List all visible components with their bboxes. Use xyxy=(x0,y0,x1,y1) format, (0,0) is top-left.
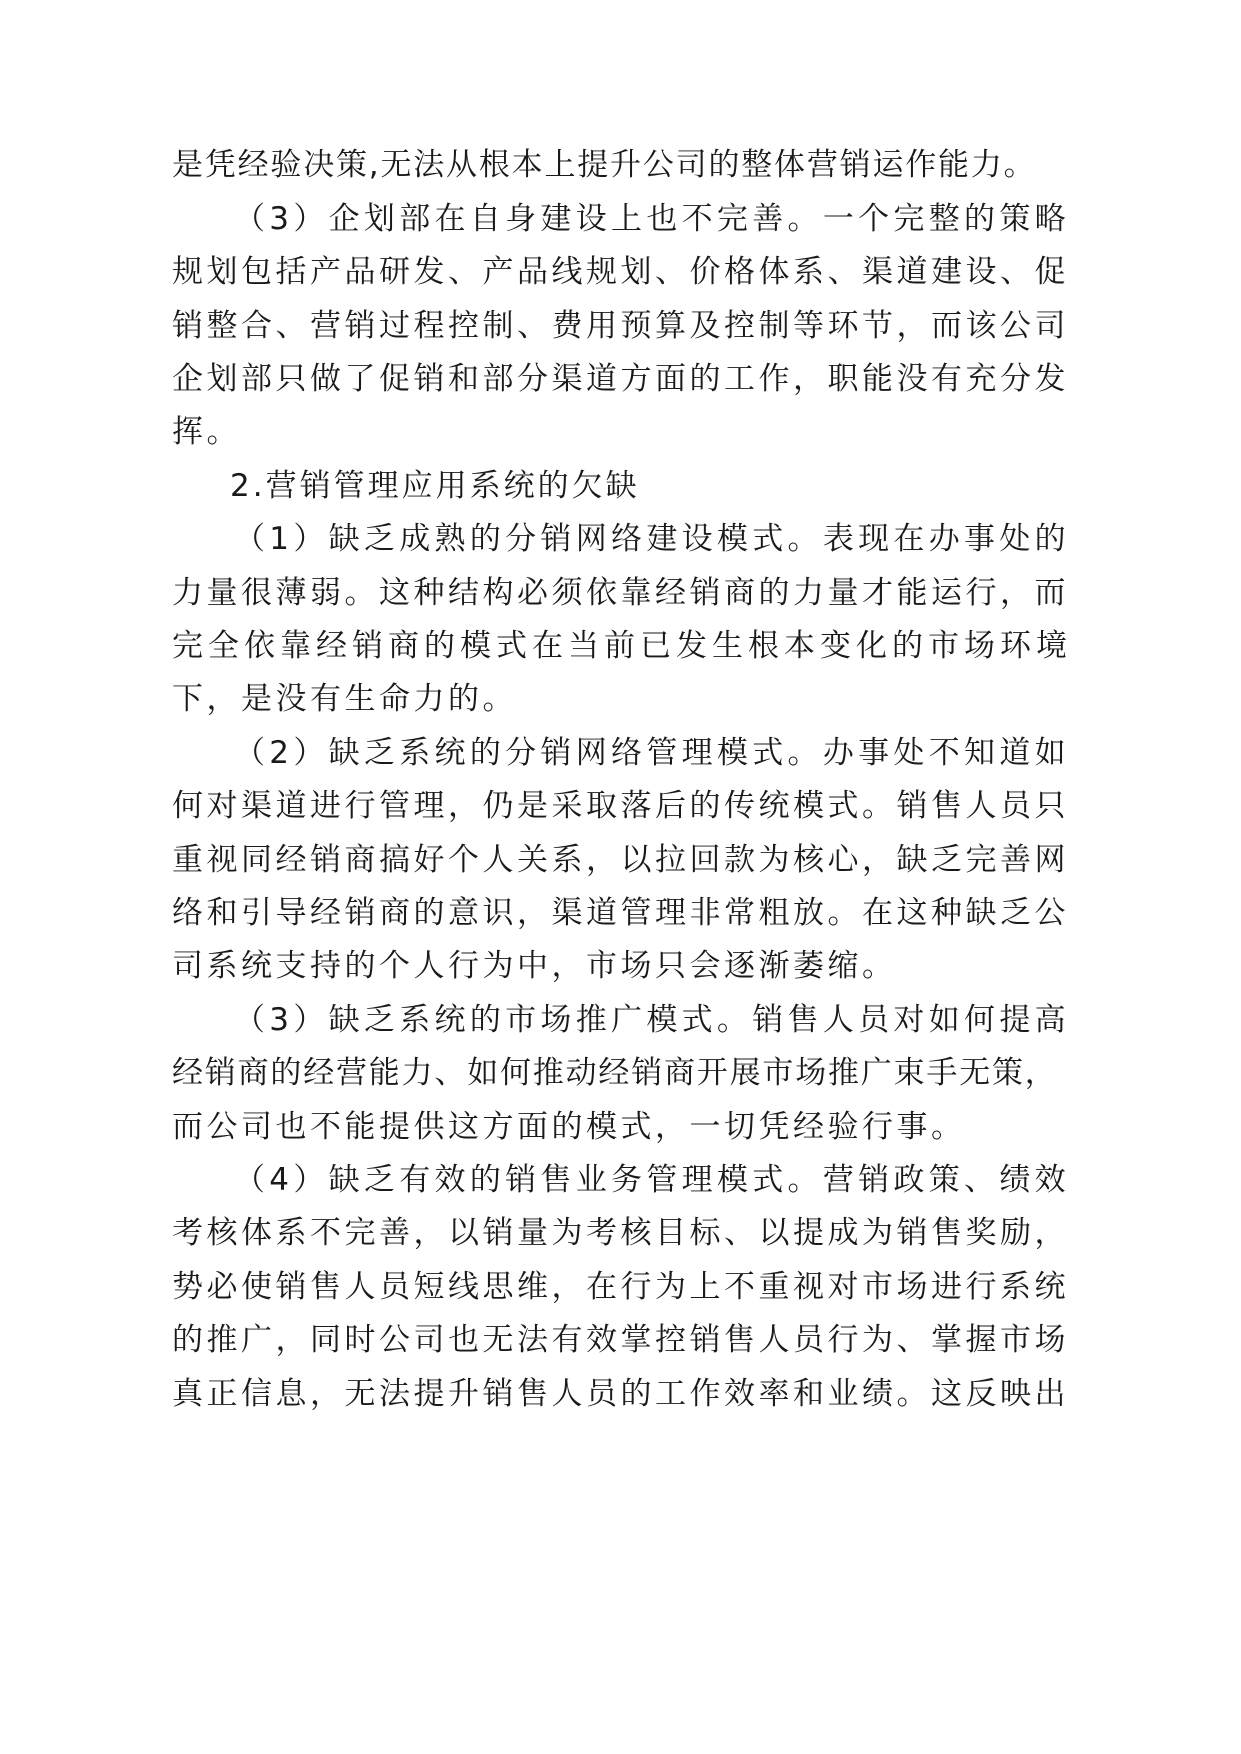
text-line: 真正信息，无法提升销售人员的工作效率和业绩。这反映出 xyxy=(172,1376,1069,1412)
text-line: 考核体系不完善，以销量为考核目标、以提成为销售奖励， xyxy=(172,1215,1069,1251)
text-line: （3）企划部在自身建设上也不完善。一个完整的策略 xyxy=(234,201,1070,237)
text-line: 络和引导经销商的意识，渠道管理非常粗放。在这种缺乏公 xyxy=(172,895,1069,931)
text-line: （1）缺乏成熟的分销网络建设模式。表现在办事处的 xyxy=(234,521,1070,557)
section-heading: 2.营销管理应用系统的欠缺 xyxy=(230,468,640,504)
text-line: （2）缺乏系统的分销网络管理模式。办事处不知道如 xyxy=(234,735,1070,771)
text-line: 是凭经验决策,无法从根本上提升公司的整体营销运作能力。 xyxy=(172,147,1037,183)
text-line: 势必使销售人员短线思维，在行为上不重视对市场进行系统 xyxy=(172,1269,1069,1305)
text-line: 何对渠道进行管理，仍是采取落后的传统模式。销售人员只 xyxy=(172,788,1069,824)
text-line: 而公司也不能提供这方面的模式，一切凭经验行事。 xyxy=(172,1109,966,1145)
text-line: 销整合、营销过程控制、费用预算及控制等环节，而该公司 xyxy=(172,308,1069,344)
text-line: 企划部只做了促销和部分渠道方面的工作，职能没有充分发 xyxy=(172,361,1069,397)
text-line: 经销商的经营能力、如何推动经销商开展市场推广束手无策， xyxy=(172,1055,1058,1091)
text-line: 司系统支持的个人行为中，市场只会逐渐萎缩。 xyxy=(172,948,897,984)
text-line: 规划包括产品研发、产品线规划、价格体系、渠道建设、促 xyxy=(172,254,1069,290)
text-line: 挥。 xyxy=(172,414,241,450)
text-line: （3）缺乏系统的市场推广模式。销售人员对如何提高 xyxy=(234,1002,1070,1038)
text-line: 下，是没有生命力的。 xyxy=(172,681,517,717)
text-line: 完全依靠经销商的模式在当前已发生根本变化的市场环境 xyxy=(172,628,1072,664)
text-line: 重视同经销商搞好个人关系，以拉回款为核心，缺乏完善网 xyxy=(172,842,1069,878)
text-line: 的推广，同时公司也无法有效掌控销售人员行为、掌握市场 xyxy=(172,1322,1069,1358)
text-line: （4）缺乏有效的销售业务管理模式。营销政策、绩效 xyxy=(234,1162,1070,1198)
text-line: 力量很薄弱。这种结构必须依靠经销商的力量才能运行，而 xyxy=(172,575,1069,611)
